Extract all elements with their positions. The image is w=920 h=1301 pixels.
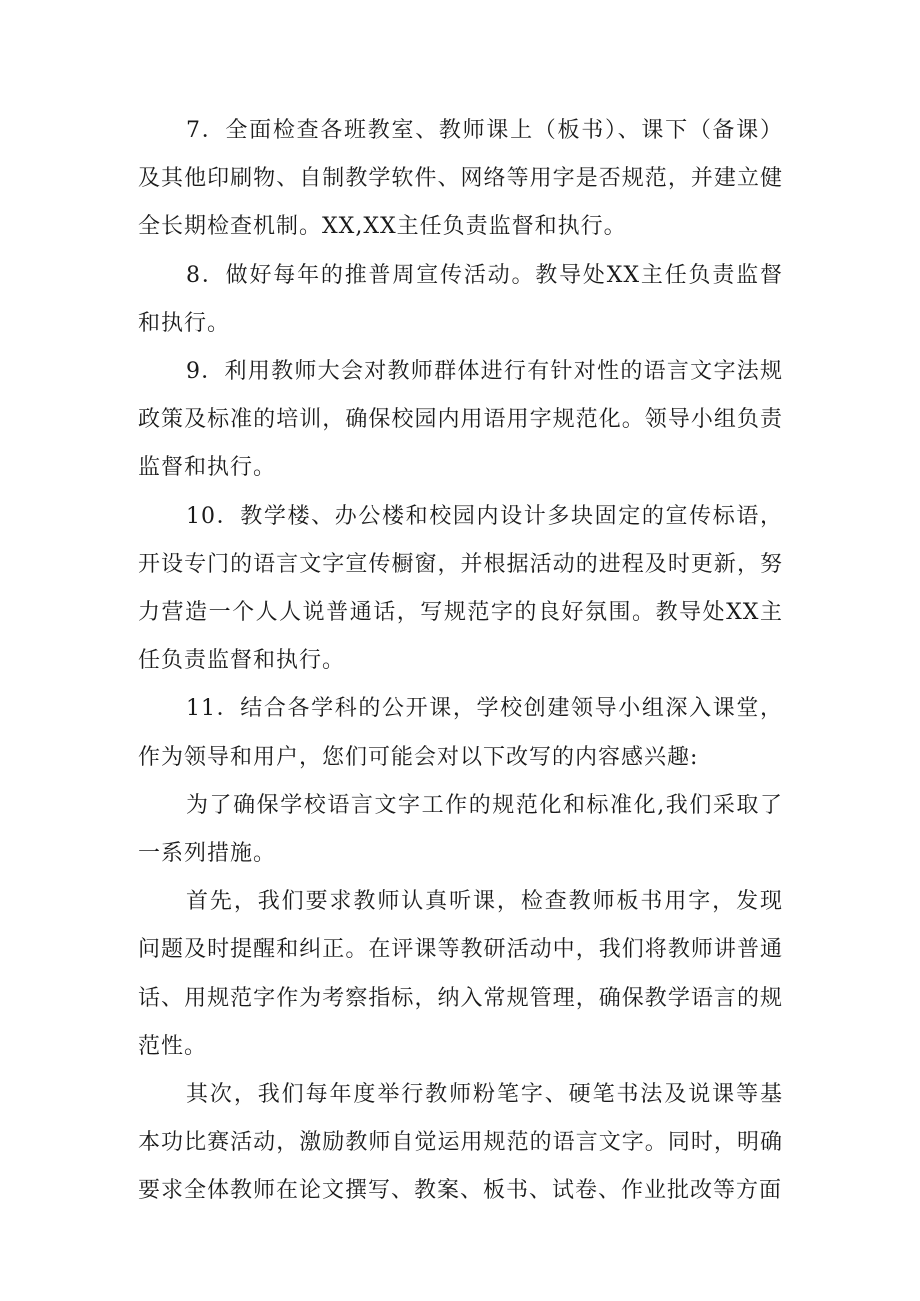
paragraph-first-measure: 首先，我们要求教师认真听课，检查教师板书用字，发现问题及时提醒和纠正。在评课等教研活动中，我们将教师讲普通话、用规范字作为考察指标，纳入常规管理，确保教学语言的规范性。 <box>138 889 783 1059</box>
paragraph-item-10: 10．教学楼、办公楼和校园内设计多块固定的宣传标语，开设专门的语言文字宣传橱窗，并根据活动的进程及时更新，努力营造一个人人说普通话，写规范字的良好氛围。教导处XX主任负责监督和执行。 <box>138 503 783 674</box>
paragraph-item-7: 7．全面检查各班教室、教师课上（板书）、课下（备课）及其他印刷物、自制教学软件、网络等用字是否规范，并建立健全长期检查机制。XX,XX主任负责监督和执行。 <box>138 118 783 240</box>
document-body <box>138 107 783 1216</box>
paragraph-item-8: 8．做好每年的推普周宣传活动。教导处XX主任负责监督和执行。 <box>138 262 783 336</box>
paragraph-measures-intro: 为了确保学校语言文字工作的规范化和标准化,我们采取了一系列措施。 <box>138 792 783 867</box>
paragraph-item-11: 11．结合各学科的公开课，学校创建领导小组深入课堂，作为领导和用户，您们可能会对以下改写的内容感兴趣: <box>138 696 783 770</box>
paragraph-second-measure: 其次，我们每年度举行教师粉笔字、硬笔书法及说课等基本功比赛活动，激励教师自觉运用规范的语言文字。同时，明确要求全体教师在论文撰写、教案、板书、试卷、作业批改等方面 <box>138 1082 783 1204</box>
paragraph-item-9: 9．利用教师大会对教师群体进行有针对性的语言文字法规政策及标准的培训，确保校园内用语用字规范化。领导小组负责监督和执行。 <box>138 359 783 481</box>
